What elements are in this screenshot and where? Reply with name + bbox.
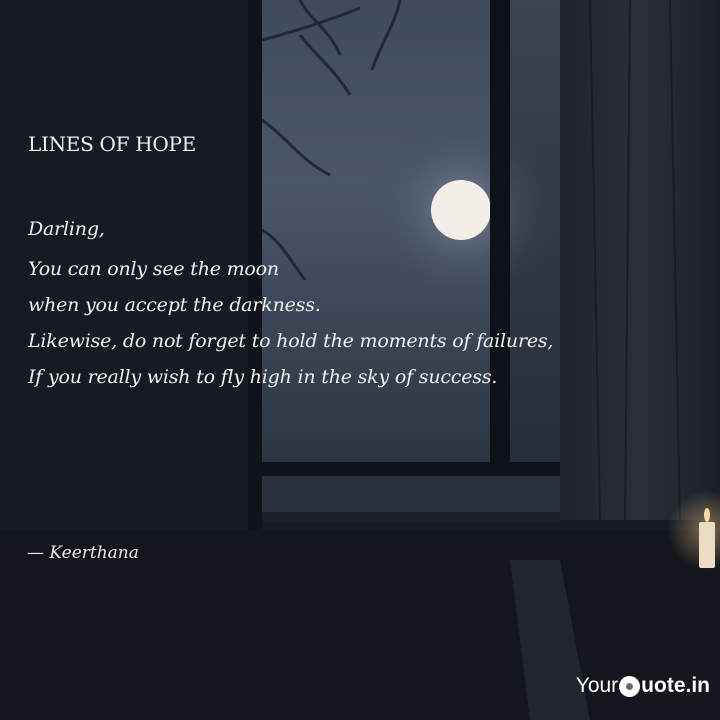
poem-line: when you accept the darkness.	[28, 294, 321, 316]
watermark-prefix: Your	[575, 674, 619, 697]
poem-line: Darling,	[28, 218, 105, 240]
sill-shadow	[262, 512, 562, 522]
candle-flame-icon	[704, 508, 710, 522]
poem-line: You can only see the moon	[28, 258, 279, 280]
quote-bubble-icon	[619, 676, 640, 697]
curtain	[560, 0, 720, 520]
window-frame-bottom	[262, 462, 562, 476]
poem-author: — Keerthana	[27, 543, 139, 563]
window-sill	[262, 476, 562, 512]
watermark-suffix: uote.in	[641, 674, 710, 697]
poem-line: Likewise, do not forget to hold the moments of failures,	[28, 330, 554, 352]
poem-title: LINES OF HOPE	[28, 132, 196, 156]
poem-body	[28, 211, 553, 395]
candle	[699, 522, 715, 568]
yourquote-watermark	[576, 674, 710, 698]
poem-line: If you really wish to fly high in the sky of success.	[28, 366, 498, 388]
